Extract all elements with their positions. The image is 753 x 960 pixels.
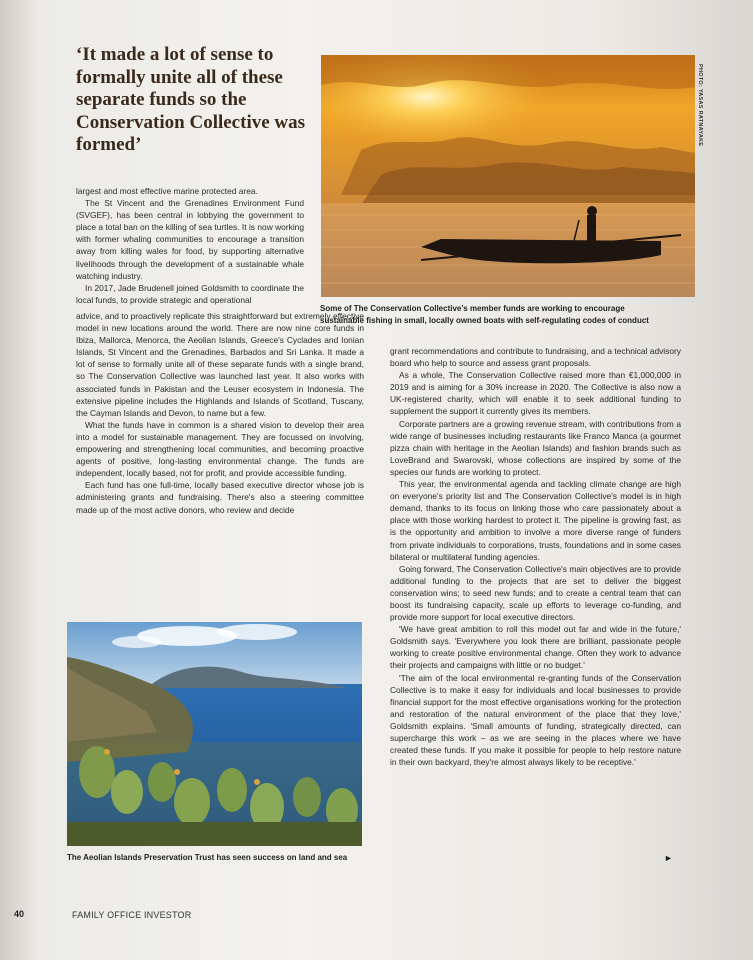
- caption-fishing-boat: Some of The Conservation Collective’s member funds are working to encourage sustainable fishing in small, locally owned boats with self-regulating codes of conduct: [320, 304, 649, 325]
- paragraph: Going forward, The Conservation Collective's main objectives are to provide additional funding to the projects that are set to deliver the biggest conservation wins; to seed new funds; and to create a central team that can boost its fundraising capacity, scale up efforts to leverage co-funding, and provide more support for local executive directors.: [390, 563, 681, 623]
- article-column-left-upper: [76, 185, 304, 306]
- paragraph: The St Vincent and the Grenadines Environment Fund (SVGEF), has been central in lobbying the government to place a total ban on the killing of sea turtles. It is now working with former whaling communities to encourage a transition away from killing wales for food, by supporting alternative livelihoods through the development of a sustainable whale watching industry.: [76, 198, 304, 281]
- paragraph: What the funds have in common is a shared vision to develop their area into a model for sustainable management. They are focussed on involving, empowering and strengthening local communities, and becoming proactive agents of positive, long-lasting environmental change. The funds are independent, locally based, not for profit, and provide accessible funding.: [76, 419, 364, 479]
- sunset-photo-graphic: [321, 55, 695, 297]
- article-column-left-lower: [76, 310, 364, 516]
- pull-quote: ‘It made a lot of sense to formally unite all of these separate funds so the Conservation Collective was formed’: [76, 44, 306, 155]
- paragraph: largest and most effective marine protected area.: [76, 186, 258, 196]
- paragraph: grant recommendations and contribute to fundraising, and a technical advisory board who help to source and assess grant proposals.: [390, 346, 681, 369]
- page-number: 40: [14, 909, 25, 919]
- end-mark-arrow-icon: ►: [664, 853, 673, 863]
- caption-aeolian-islands: The Aeolian Islands Preservation Trust has seen success on land and sea: [67, 853, 348, 862]
- aeolian-islands-photo: [67, 622, 362, 846]
- paragraph: This year, the environmental agenda and tackling climate change are high on everyone's priority list and The Conservation Collective's model is in high demand, thanks to its focus on linking those who care passionately about a place with those working hardest to protect it. The pipeline is growing fast, as is the opportunity and ambition to involve a more diverse range of funders from private individuals to corporations, trusts, foundations and in some cases bilateral or multilateral funding agencies.: [390, 479, 681, 562]
- magazine-name: FAMILY OFFICE INVESTOR: [72, 910, 192, 920]
- paragraph: 'We have great ambition to roll this model out far and wide in the future,' Goldsmith says. 'Everywhere you look there are brilliant, passionate people working to create positive environmental change. Often they work to advance their projects and campaigns with little or no budget.': [390, 624, 681, 671]
- paragraph: advice, and to proactively replicate this straightforward but extremely effective model in new locations around the world. There are now nine core funds in Ibiza, Mallorca, Menorca, the Aeolian Islands, Greece's Cyclades and Ionian Islands, St Vincent and the Grenadines, Barbados and Sri Lanka. It made a lot of sense to formally unite all of these separate funds with a single brand, so The Conservation Collective was launched last year. It also works with associated funds in Pakistan and the Leuser ecosystem in Indonesia. The extensive pipeline includes the Highlands and Islands of Scotland, Tuscany, the Cayman Islands and Devon, to name but a few.: [76, 311, 364, 418]
- paragraph: Each fund has one full-time, locally based executive director whose job is administering grants and fundraising. There's also a steering committee made up of the most active donors, who review and decide: [76, 480, 364, 515]
- islands-photo-graphic: [67, 622, 362, 846]
- paragraph: In 2017, Jade Brudenell joined Goldsmith to coordinate the local funds, to provide strategic and operational: [76, 282, 304, 305]
- photo-credit: PHOTO: YASAS RATNAYAKE: [697, 64, 703, 147]
- sunset-fishing-boat-photo: [321, 55, 695, 297]
- paragraph: 'The aim of the local environmental re-granting funds of the Conservation Collective is to make it easy for individuals and local businesses to provide financial support for the most effective organisations working for the protection and restoration of the natural environment of the place that they love,' Goldsmith explains. 'Small amounts of funding, strategically directed, can supercharge this work – as we are seeing in the places where we have created these funds. If you make it possible for people to help restore nature in their own backyard, they're almost always likely to be receptive.': [390, 672, 681, 768]
- paragraph: As a whole, The Conservation Collective raised more than €1,000,000 in 2019 and is aiming for a 30% increase in 2020. The Collective is also now a UK-registered charity, which will enable it to seek additional funding to supplement the support it currently gives its members.: [390, 370, 681, 417]
- article-column-right: [390, 345, 681, 768]
- paragraph: Corporate partners are a growing revenue stream, with contributions from a wide range of businesses including restaurants like Franco Manca (a gourmet pizza chain with heritage in the Aeolian Islands) and fashion brands such as LoveBrand and Swarovski, whose collections are inspired by some of the species our funds are working to protect.: [390, 418, 681, 477]
